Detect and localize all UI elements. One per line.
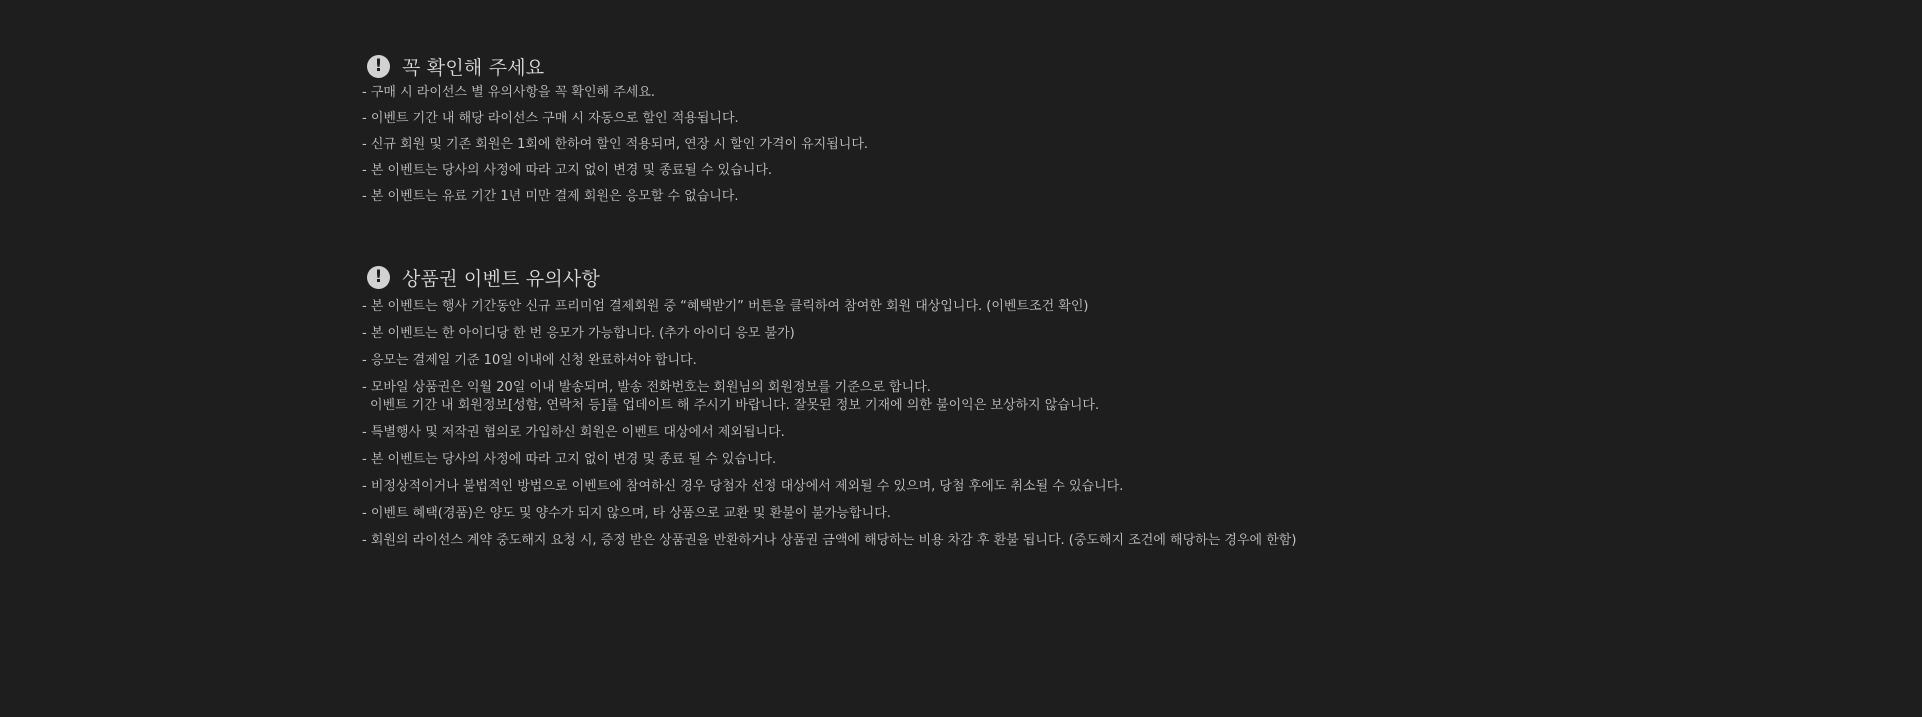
notice-list bbox=[362, 84, 1562, 206]
list-item: - 구매 시 라이선스 별 유의사항을 꼭 확인해 주세요. bbox=[362, 85, 656, 100]
list-item: - 비정상적이거나 불법적인 방법으로 이벤트에 참여하신 경우 당첨자 선정 대상에서 제외될 수 있으며, 당첨 후에도 취소될 수 있습니다. bbox=[362, 479, 1124, 494]
notice-list bbox=[362, 298, 1562, 550]
notice-section-confirm bbox=[362, 0, 1562, 206]
list-item: - 본 이벤트는 한 아이디당 한 번 응모가 가능합니다. (추가 아이디 응모 불가) bbox=[362, 326, 795, 341]
list-item-multiline bbox=[362, 379, 1562, 415]
list-item: - 신규 회원 및 기존 회원은 1회에 한하여 할인 적용되며, 연장 시 할인 가격이 유지됩니다. bbox=[362, 137, 869, 152]
notice-section-voucher-event bbox=[362, 214, 1562, 550]
list-item: - 본 이벤트는 당사의 사정에 따라 고지 없이 변경 및 종료 될 수 있습니다. bbox=[362, 452, 777, 467]
list-item: - 특별행사 및 저작권 협의로 가입하신 회원은 이벤트 대상에서 제외됩니다. bbox=[362, 425, 785, 440]
section-heading bbox=[367, 51, 1562, 81]
list-item: - 이벤트 혜택(경품)은 양도 및 양수가 되지 않으며, 타 상품으로 교환 및 환불이 불가능합니다. bbox=[362, 506, 891, 521]
section-title: 상품권 이벤트 유의사항 bbox=[402, 267, 601, 290]
exclamation-circle-icon: ! bbox=[367, 55, 390, 78]
list-item: - 회원의 라이선스 계약 중도해지 요청 시, 증정 받은 상품권을 반환하거나 상품권 금액에 해당하는 비용 차감 후 환불 됩니다. (중도해지 조건에 해당하는 경우에 한함) bbox=[362, 533, 1297, 548]
exclamation-circle-icon: ! bbox=[367, 266, 390, 289]
list-item: - 본 이벤트는 유료 기간 1년 미만 결제 회원은 응모할 수 없습니다. bbox=[362, 189, 739, 204]
list-item: - 이벤트 기간 내 해당 라이선스 구매 시 자동으로 할인 적용됩니다. bbox=[362, 111, 739, 126]
section-title: 꼭 확인해 주세요 bbox=[402, 56, 545, 79]
list-item: - 본 이벤트는 행사 기간동안 신규 프리미엄 결제회원 중 “혜택받기” 버튼을 클릭하여 참여한 회원 대상입니다. (이벤트조건 확인) bbox=[362, 299, 1089, 314]
list-item-line: - 모바일 상품권은 익월 20일 이내 발송되며, 발송 전화번호는 회원님의 회원정보를 기준으로 합니다. bbox=[362, 380, 931, 395]
section-heading bbox=[367, 262, 1562, 292]
notice-container bbox=[362, 0, 1562, 559]
list-item: - 응모는 결제일 기준 10일 이내에 신청 완료하셔야 합니다. bbox=[362, 353, 697, 368]
list-item-line: 이벤트 기간 내 회원정보[성함, 연락처 등]를 업데이트 해 주시기 바랍니다. 잘못된 정보 기재에 의한 불이익은 보상하지 않습니다. bbox=[370, 398, 1100, 413]
list-item: - 본 이벤트는 당사의 사정에 따라 고지 없이 변경 및 종료될 수 있습니다. bbox=[362, 163, 773, 178]
